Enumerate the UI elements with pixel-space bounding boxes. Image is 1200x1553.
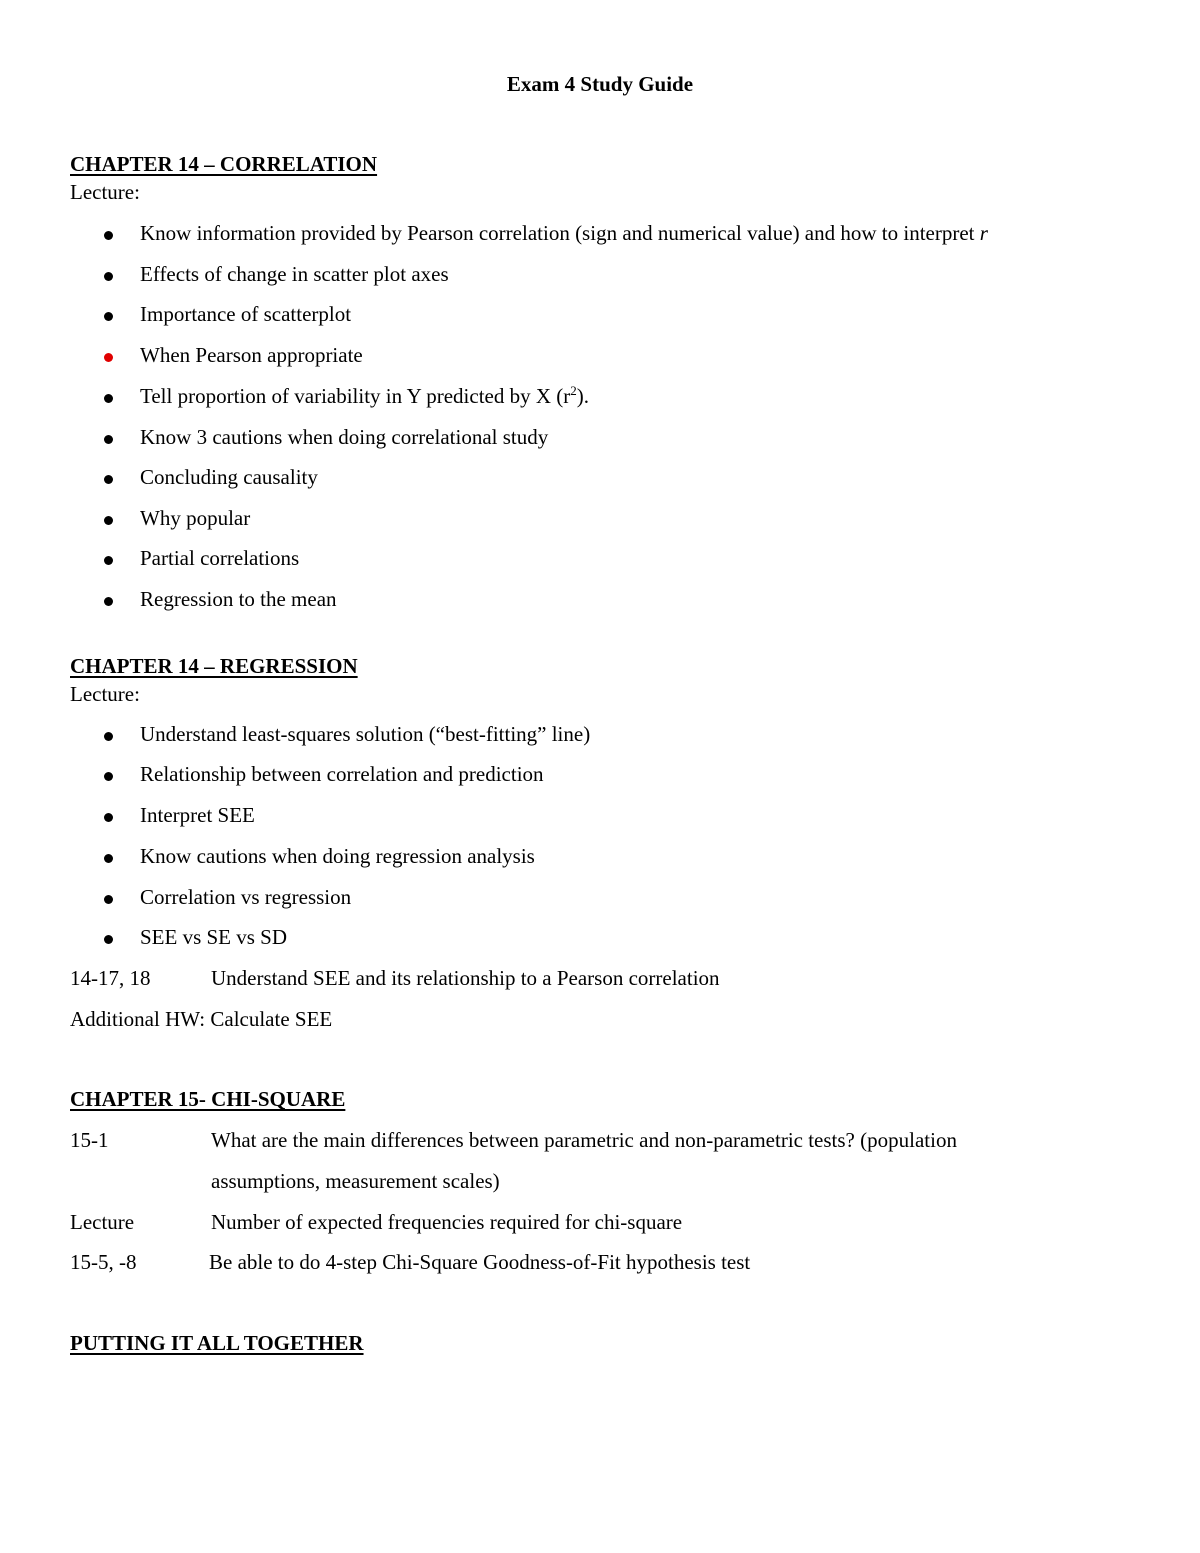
list-item-text: Understand least-squares solution (“best-fitting” line) bbox=[140, 722, 591, 746]
row-label: Lecture bbox=[70, 1210, 135, 1234]
row-label: 15-1 bbox=[70, 1128, 109, 1152]
bullet-icon bbox=[104, 394, 113, 403]
bullet-icon bbox=[104, 935, 113, 944]
list-item-text: Effects of change in scatter plot axes bbox=[140, 262, 449, 286]
list-item-text: Interpret SEE bbox=[140, 803, 255, 827]
list-item-text: Know cautions when doing regression analysis bbox=[140, 844, 535, 868]
bullet-icon bbox=[104, 516, 113, 525]
additional-hw: Additional HW: Calculate SEE bbox=[70, 1007, 333, 1031]
bullet-icon bbox=[104, 353, 113, 362]
row-text: What are the main differences between parametric and non-parametric tests? (population bbox=[211, 1128, 957, 1152]
list-item-text: Correlation vs regression bbox=[140, 885, 352, 909]
row-label: 15-5, -8 bbox=[70, 1250, 137, 1274]
row-text: Understand SEE and its relationship to a Pearson correlation bbox=[211, 966, 720, 990]
list-item-text: Regression to the mean bbox=[140, 587, 337, 611]
bullet-icon bbox=[104, 475, 113, 484]
bullet-icon bbox=[104, 772, 113, 781]
bullet-icon bbox=[104, 272, 113, 281]
bullet-icon bbox=[104, 231, 113, 240]
bullet-icon bbox=[104, 435, 113, 444]
list-item-text: Concluding causality bbox=[140, 465, 318, 489]
section-heading-correlation: CHAPTER 14 – CORRELATION bbox=[70, 152, 378, 176]
bullet-icon bbox=[104, 732, 113, 741]
list-item-text: Why popular bbox=[140, 506, 251, 530]
list-item-text: Know 3 cautions when doing correlational study bbox=[140, 425, 549, 449]
bullet-icon bbox=[104, 895, 113, 904]
row-text: Be able to do 4-step Chi-Square Goodness-of-Fit hypothesis test bbox=[209, 1250, 751, 1274]
section-heading-regression: CHAPTER 14 – REGRESSION bbox=[70, 654, 358, 678]
row-label: 14-17, 18 bbox=[70, 966, 151, 990]
row-text: Number of expected frequencies required for chi-square bbox=[211, 1210, 683, 1234]
list-item-text: Tell proportion of variability in Y predicted by X $(r^2)$. bbox=[140, 383, 590, 408]
list-item-text: Relationship between correlation and prediction bbox=[140, 762, 544, 786]
section-heading-chi-square: CHAPTER 15- CHI-SQUARE bbox=[70, 1087, 346, 1111]
list-item-text: Partial correlations bbox=[140, 546, 300, 570]
list-item-text: SEE vs SE vs SD bbox=[140, 925, 288, 949]
lecture-label: Lecture: bbox=[70, 180, 140, 204]
bullet-icon bbox=[104, 813, 113, 822]
lecture-label: Lecture: bbox=[70, 682, 140, 706]
bullet-icon bbox=[104, 312, 113, 321]
bullet-icon bbox=[104, 556, 113, 565]
bullet-icon bbox=[104, 854, 113, 863]
list-item-text: Know information provided by Pearson correlation (sign and numerical value) and how to interpret r bbox=[140, 221, 988, 245]
list-item-text: Importance of scatterplot bbox=[140, 302, 352, 326]
document-title: Exam 4 Study Guide bbox=[506, 72, 694, 96]
list-item-text: When Pearson appropriate bbox=[140, 343, 363, 367]
row-text-continued: assumptions, measurement scales) bbox=[211, 1169, 500, 1193]
section-heading-putting-together: PUTTING IT ALL TOGETHER bbox=[70, 1331, 364, 1355]
bullet-icon bbox=[104, 597, 113, 606]
